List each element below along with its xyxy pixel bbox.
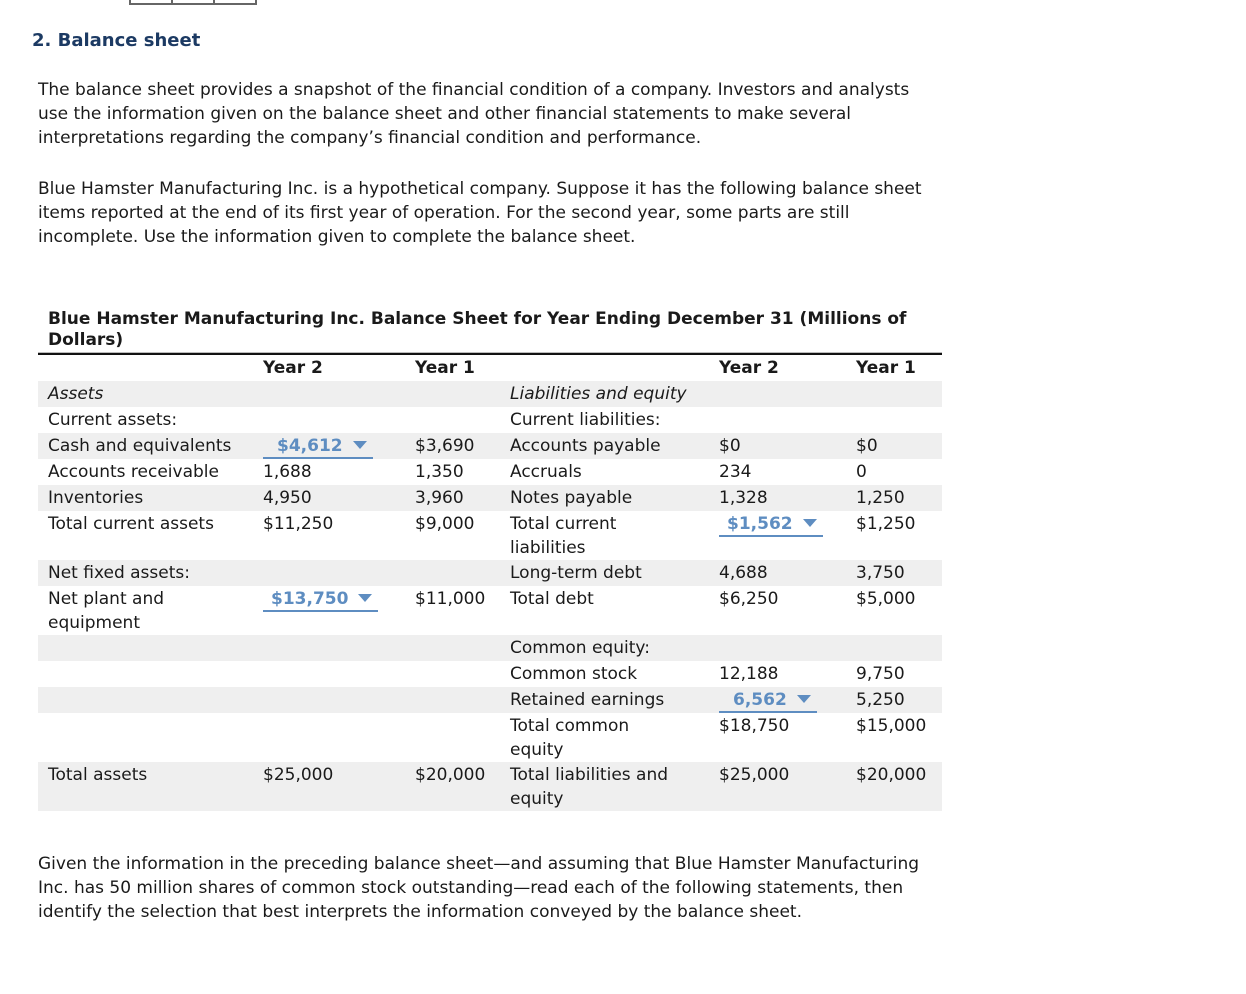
table-row (38, 485, 942, 511)
table-row (38, 560, 942, 586)
dropdown-value: $1,562 (727, 514, 793, 534)
row-label: Total liabilities and equity (510, 765, 669, 809)
assets-label: Assets (48, 384, 104, 404)
cell: $0 (856, 436, 878, 456)
table-row (38, 762, 942, 811)
row-label: Common stock (510, 664, 638, 684)
cell: 1,328 (719, 488, 768, 508)
header-row (38, 355, 942, 381)
current-liabilities-label: Current liabilities: (510, 410, 661, 430)
row-label: Total common equity (510, 716, 630, 760)
row-label: Accounts payable (510, 436, 661, 456)
dropdown-value: 6,562 (733, 690, 787, 710)
cell: $1,250 (856, 514, 916, 534)
row-label: Retained earnings (510, 690, 665, 710)
cell: $9,000 (415, 514, 475, 534)
dropdown-value: $4,612 (277, 436, 343, 456)
row-label: Cash and equivalents (48, 436, 232, 456)
total-current-liabilities-year2-dropdown[interactable] (719, 513, 823, 537)
current-assets-label: Current assets: (48, 410, 178, 430)
top-tab-stubs (129, 0, 257, 5)
table-row (38, 459, 942, 485)
cell: $20,000 (415, 765, 486, 785)
chevron-down-icon (353, 441, 367, 449)
balance-sheet-title: Blue Hamster Manufacturing Inc. Balance Sheet for Year Ending December 31 (Millions of Dollars) (48, 309, 907, 350)
header-assets-year1: Year 1 (415, 358, 475, 378)
table-row (38, 511, 942, 560)
cell: 3,960 (415, 488, 464, 508)
liabilities-equity-label: Liabilities and equity (510, 384, 687, 404)
header-assets-year2: Year 2 (263, 358, 323, 378)
intro-paragraph: The balance sheet provides a snapshot of the financial condition of a company. Investors and analysts use the information given on the balance sheet and other financial statements to make several interpretations regarding the company’s financial condition and performance. (38, 80, 910, 148)
common-equity-label: Common equity: (510, 638, 650, 658)
cell: 3,750 (856, 563, 905, 583)
cell: 9,750 (856, 664, 905, 684)
cell: $11,000 (415, 589, 486, 609)
row-label: Accruals (510, 462, 582, 482)
cell: 0 (856, 462, 867, 482)
cell: 1,350 (415, 462, 464, 482)
cell: 4,688 (719, 563, 768, 583)
chevron-down-icon (803, 519, 817, 527)
chevron-down-icon (358, 594, 372, 602)
dropdown-value: $13,750 (271, 589, 349, 609)
cell: $18,750 (719, 716, 790, 736)
cell: $6,250 (719, 589, 779, 609)
cell: $11,250 (263, 514, 334, 534)
row-label: Long-term debt (510, 563, 642, 583)
chevron-down-icon (797, 695, 811, 703)
cell: $15,000 (856, 716, 927, 736)
cell: 4,950 (263, 488, 312, 508)
table-row (38, 433, 942, 459)
table-row (38, 381, 942, 407)
row-label: Total assets (48, 765, 148, 785)
row-label: Inventories (48, 488, 144, 508)
cell: 1,688 (263, 462, 312, 482)
table-row (38, 407, 942, 433)
cell: 234 (719, 462, 752, 482)
cell: 12,188 (719, 664, 779, 684)
row-label: Total current assets (48, 514, 214, 534)
cell: $3,690 (415, 436, 475, 456)
table-row (38, 687, 942, 713)
cell: $25,000 (263, 765, 334, 785)
section-title: 2. Balance sheet (32, 30, 201, 51)
table-row (38, 586, 942, 635)
question-paragraph: Given the information in the preceding balance sheet—and assuming that Blue Hamster Manufacturing Inc. has 50 million shares of common stock outstanding—read each of the following statements, then identify the selection that best interprets the information conveyed by the balance sheet. (38, 854, 920, 922)
cell: $20,000 (856, 765, 927, 785)
net-fixed-assets-label: Net fixed assets: (48, 563, 190, 583)
header-liab-year2: Year 2 (719, 358, 779, 378)
row-label: Total current liabilities (510, 514, 617, 558)
cell: $25,000 (719, 765, 790, 785)
company-paragraph: Blue Hamster Manufacturing Inc. is a hypothetical company. Suppose it has the following balance sheet items reported at the end of its first year of operation. For the second year, some parts are still incomplete. Use the information given to complete the balance sheet. (38, 179, 922, 247)
cell: $0 (719, 436, 741, 456)
cell: 1,250 (856, 488, 905, 508)
cell: $5,000 (856, 589, 916, 609)
row-label: Net plant and equipment (48, 589, 165, 633)
table-row (38, 635, 942, 661)
net-plant-year2-dropdown[interactable] (263, 588, 378, 612)
cash-year2-dropdown[interactable] (263, 435, 373, 459)
row-label: Notes payable (510, 488, 633, 508)
retained-earnings-year2-dropdown[interactable] (719, 689, 817, 713)
header-liab-year1: Year 1 (856, 358, 916, 378)
row-label: Accounts receivable (48, 462, 219, 482)
row-label: Total debt (510, 589, 594, 609)
table-row (38, 661, 942, 687)
balance-sheet-table (38, 309, 942, 811)
cell: 5,250 (856, 690, 905, 710)
table-row (38, 713, 942, 762)
